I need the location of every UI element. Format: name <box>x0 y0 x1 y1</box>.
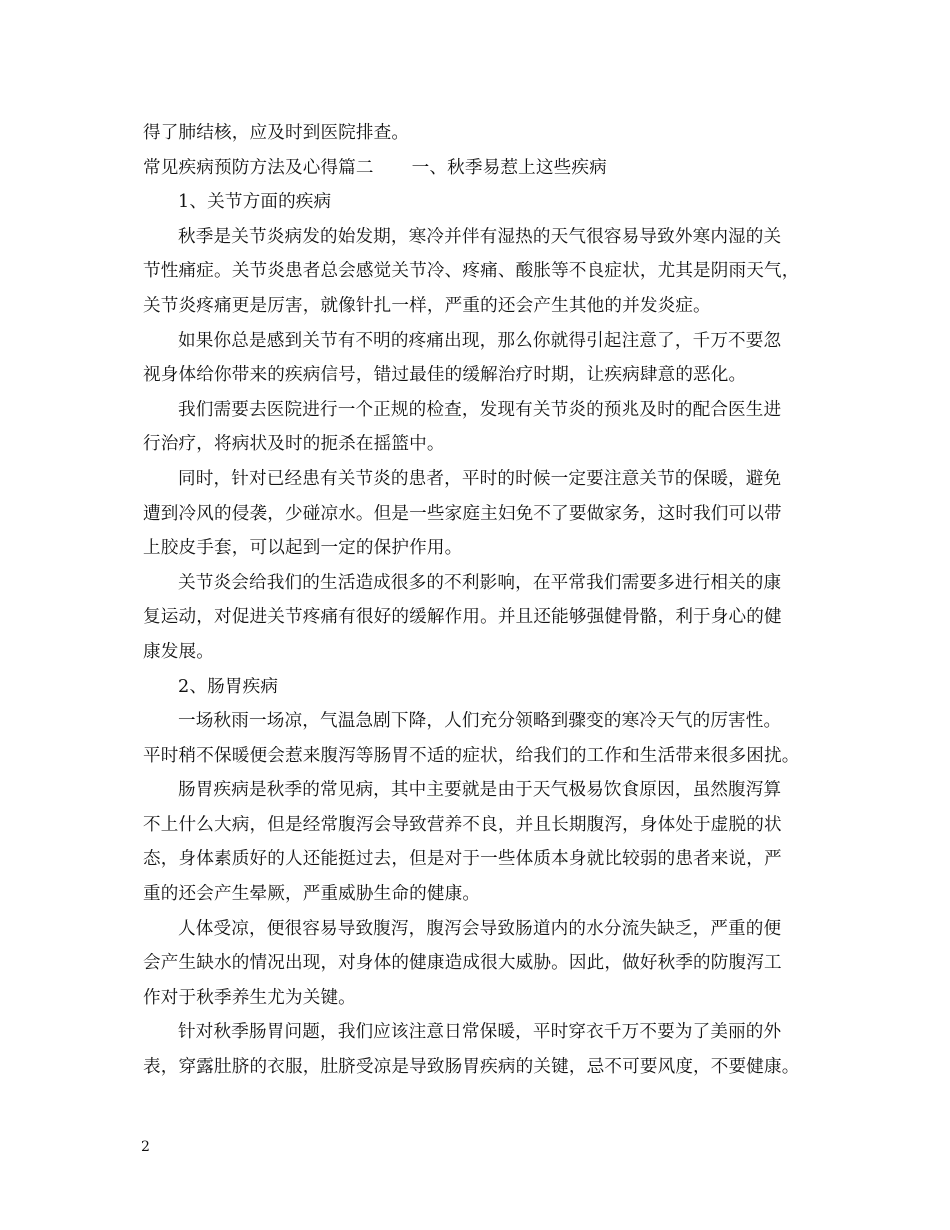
line-text: 秋季是关节炎病发的始发期，寒冷并伴有湿热的天气很容易导致外寒内湿的关 <box>178 226 782 247</box>
text-line <box>143 600 813 635</box>
line-text: 康发展。 <box>143 641 214 662</box>
text-line <box>143 670 813 705</box>
line-text: 上胶皮手套，可以起到一定的保护作用。 <box>143 538 463 559</box>
line-text: 1、关节方面的疾病 <box>178 192 332 213</box>
line-text: 视身体给你带来的疾病信号，错过最佳的缓解治疗时期，让疾病肆意的恶化。 <box>143 365 747 386</box>
section-heading: 一、秋季易惹上这些疾病 <box>411 157 607 178</box>
text-line <box>143 289 813 324</box>
line-text: 针对秋季肠胃问题，我们应该注意日常保暖，平时穿衣千万不要为了美丽的外 <box>178 1022 782 1043</box>
line-text: 肠胃疾病是秋季的常见病，其中主要就是由于天气极易饮食原因，虽然腹泻算 <box>178 780 782 801</box>
text-line <box>143 877 813 912</box>
text-line <box>143 151 813 186</box>
text-line <box>143 185 813 220</box>
text-line <box>143 116 813 151</box>
line-text: 会产生缺水的情况出现，对身体的健康造成很大威胁。因此，做好秋季的防腹泻工 <box>143 953 782 974</box>
text-line <box>143 531 813 566</box>
line-text: 行治疗，将病状及时的扼杀在摇篮中。 <box>143 434 445 455</box>
text-line <box>143 393 813 428</box>
text-line <box>143 842 813 877</box>
line-text: 人体受凉，便很容易导致腹泻，腹泻会导致肠道内的水分流失缺乏，严重的便 <box>178 918 782 939</box>
line-text: 重的还会产生晕厥，严重威胁生命的健康。 <box>143 884 481 905</box>
text-line <box>143 808 813 843</box>
line-text: 表，穿露肚脐的衣服，肚脐受凉是导致肠胃疾病的关键，忌不可要风度，不要健康。 <box>143 1057 800 1078</box>
line-text: 我们需要去医院进行一个正规的检查，发现有关节炎的预兆及时的配合医生进 <box>178 399 782 420</box>
text-line <box>143 739 813 774</box>
line-text: 常见疾病预防方法及心得篇二 <box>143 157 374 178</box>
text-line <box>143 497 813 532</box>
text-line <box>143 462 813 497</box>
line-text: 平时稍不保暖便会惹来腹泻等肠胃不适的症状，给我们的工作和生活带来很多困扰。 <box>143 745 800 766</box>
line-text: 复运动，对促进关节疼痛有很好的缓解作用。并且还能够强健骨骼，利于身心的健 <box>143 607 782 628</box>
text-line <box>143 635 813 670</box>
text-line <box>143 1015 813 1050</box>
text-line <box>143 1050 813 1085</box>
text-line <box>143 912 813 947</box>
line-text: 2、肠胃疾病 <box>178 676 279 697</box>
line-text: 遭到冷风的侵袭，少碰凉水。但是一些家庭主妇免不了要做家务，这时我们可以带 <box>143 503 782 524</box>
text-line <box>143 324 813 359</box>
line-text: 不上什么大病，但是经常腹泻会导致营养不良，并且长期腹泻，身体处于虚脱的状 <box>143 814 782 835</box>
line-text: 关节炎会给我们的生活造成很多的不利影响，在平常我们需要多进行相关的康 <box>178 572 782 593</box>
line-text: 同时，针对已经患有关节炎的患者，平时的时候一定要注意关节的保暖，避免 <box>178 468 782 489</box>
text-line <box>143 220 813 255</box>
text-line <box>143 946 813 981</box>
text-line <box>143 704 813 739</box>
page-number: 2 <box>141 1139 150 1155</box>
text-line <box>143 358 813 393</box>
text-line <box>143 254 813 289</box>
line-text: 态，身体素质好的人还能挺过去，但是对于一些体质本身就比较弱的患者来说，严 <box>143 849 782 870</box>
document-body <box>143 116 813 1085</box>
line-text: 如果你总是感到关节有不明的疼痛出现，那么你就得引起注意了，千万不要忽 <box>178 330 782 351</box>
line-text: 一场秋雨一场凉，气温急剧下降，人们充分领略到骤变的寒冷天气的厉害性。 <box>178 711 782 732</box>
line-text: 作对于秋季养生尤为关键。 <box>143 987 356 1008</box>
line-text: 节性痛症。关节炎患者总会感觉关节冷、疼痛、酸胀等不良症状，尤其是阴雨天气， <box>143 261 800 282</box>
text-line <box>143 427 813 462</box>
line-text: 关节炎疼痛更是厉害，就像针扎一样，严重的还会产生其他的并发炎症。 <box>143 295 711 316</box>
text-line <box>143 773 813 808</box>
line-text: 得了肺结核，应及时到医院排查。 <box>143 123 410 143</box>
text-line <box>143 566 813 601</box>
text-line <box>143 981 813 1016</box>
